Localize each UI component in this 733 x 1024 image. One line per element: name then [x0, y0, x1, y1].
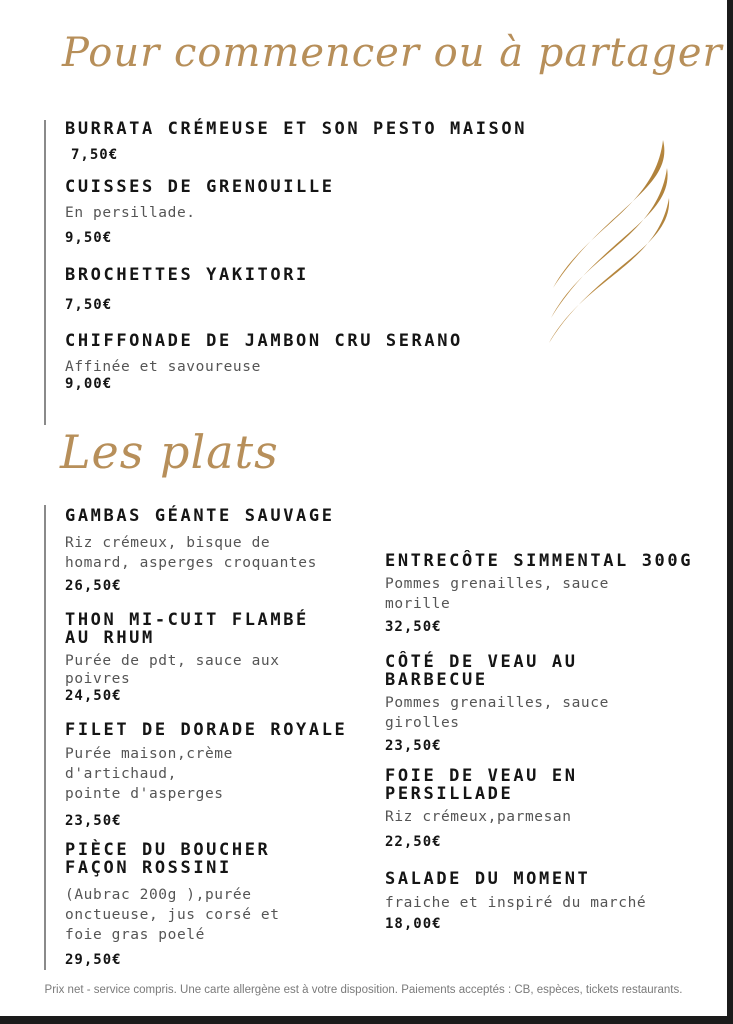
menu-item-cuisses-grenouille [65, 178, 335, 247]
item-price: 23,50€ [65, 813, 122, 829]
item-name-line: PIÈCE DU BOUCHER [65, 840, 271, 860]
menu-item-foie-veau [385, 767, 578, 851]
menu-item-entrecote [385, 552, 693, 636]
item-name-line: AU RHUM [65, 628, 155, 648]
item-name-line: CÔTÉ DE VEAU AU [385, 652, 578, 672]
item-description-line: onctueuse, jus corsé et [65, 907, 280, 923]
item-name: ENTRECÔTE SIMMENTAL 300G [385, 551, 694, 571]
item-description-line: Pommes grenailles, sauce [385, 576, 609, 592]
item-description-line: homard, asperges croquantes [65, 555, 317, 571]
item-price: 22,50€ [385, 834, 442, 850]
item-description-line: girolles [385, 715, 460, 731]
menu-item-salade [385, 870, 646, 933]
gold-swoosh-ornament-icon [545, 138, 675, 348]
menu-item-cote-veau [385, 653, 609, 755]
section-divider-mains [44, 505, 46, 970]
item-name-line: THON MI-CUIT FLAMBÉ [65, 610, 309, 630]
menu-item-gambas [65, 507, 335, 595]
item-price: 23,50€ [385, 738, 442, 754]
footer-note: Prix net - service compris. Une carte allergène est à votre disposition. Paiements acceptés : CB, espèces, tickets restaurants. [44, 984, 683, 996]
item-price: 24,50€ [65, 688, 122, 704]
item-description-line: Purée de pdt, sauce aux [65, 653, 280, 669]
item-description-line: d'artichaud, [65, 766, 177, 782]
item-name: CHIFFONADE DE JAMBON CRU SERANO [65, 331, 463, 351]
section-title-mains: Les plats [60, 425, 279, 479]
item-price: 7,50€ [71, 147, 119, 163]
item-description-line: (Aubrac 200g ),purée [65, 887, 252, 903]
item-description-line: Pommes grenailles, sauce [385, 695, 609, 711]
item-price: 18,00€ [385, 916, 442, 932]
item-description-line: morille [385, 596, 451, 612]
item-name: GAMBAS GÉANTE SAUVAGE [65, 506, 335, 526]
item-name: CUISSES DE GRENOUILLE [65, 177, 335, 197]
item-price: 9,50€ [65, 230, 113, 246]
item-name-line: BARBECUE [385, 670, 488, 690]
item-name: SALADE DU MOMENT [385, 869, 591, 889]
item-price: 29,50€ [65, 952, 122, 968]
item-price: 7,50€ [65, 297, 113, 313]
item-price: 9,00€ [65, 376, 113, 392]
item-name: BURRATA CRÉMEUSE ET SON PESTO MAISON [65, 119, 528, 139]
item-description-line: Riz crémeux, bisque de [65, 535, 271, 551]
menu-item-chiffonade-jambon [65, 332, 463, 393]
item-description: fraiche et inspiré du marché [385, 895, 647, 911]
item-description-line: pointe d'asperges [65, 786, 224, 802]
menu-item-brochettes-yakitori [65, 266, 309, 314]
item-name-line: FAÇON ROSSINI [65, 858, 232, 878]
section-title-starters: Pour commencer ou à partager [62, 30, 723, 76]
item-name-line: PERSILLADE [385, 784, 514, 804]
item-description-line: Purée maison,crème [65, 746, 233, 762]
item-description: Affinée et savoureuse [65, 359, 261, 375]
menu-item-thon-mi-cuit [65, 611, 309, 705]
item-description: Riz crémeux,parmesan [385, 809, 572, 825]
item-description-line: foie gras poelé [65, 927, 205, 943]
menu-item-piece-boucher [65, 841, 280, 969]
item-name: BROCHETTES YAKITORI [65, 265, 309, 285]
item-name: FILET DE DORADE ROYALE [65, 720, 348, 740]
menu-item-filet-dorade [65, 721, 347, 830]
item-price: 26,50€ [65, 578, 122, 594]
menu-item-burrata [65, 120, 527, 164]
item-description-line: poivres [65, 671, 131, 687]
item-price: 32,50€ [385, 619, 442, 635]
item-name-line: FOIE DE VEAU EN [385, 766, 578, 786]
item-description: En persillade. [65, 205, 196, 221]
section-divider-starters [44, 120, 46, 425]
